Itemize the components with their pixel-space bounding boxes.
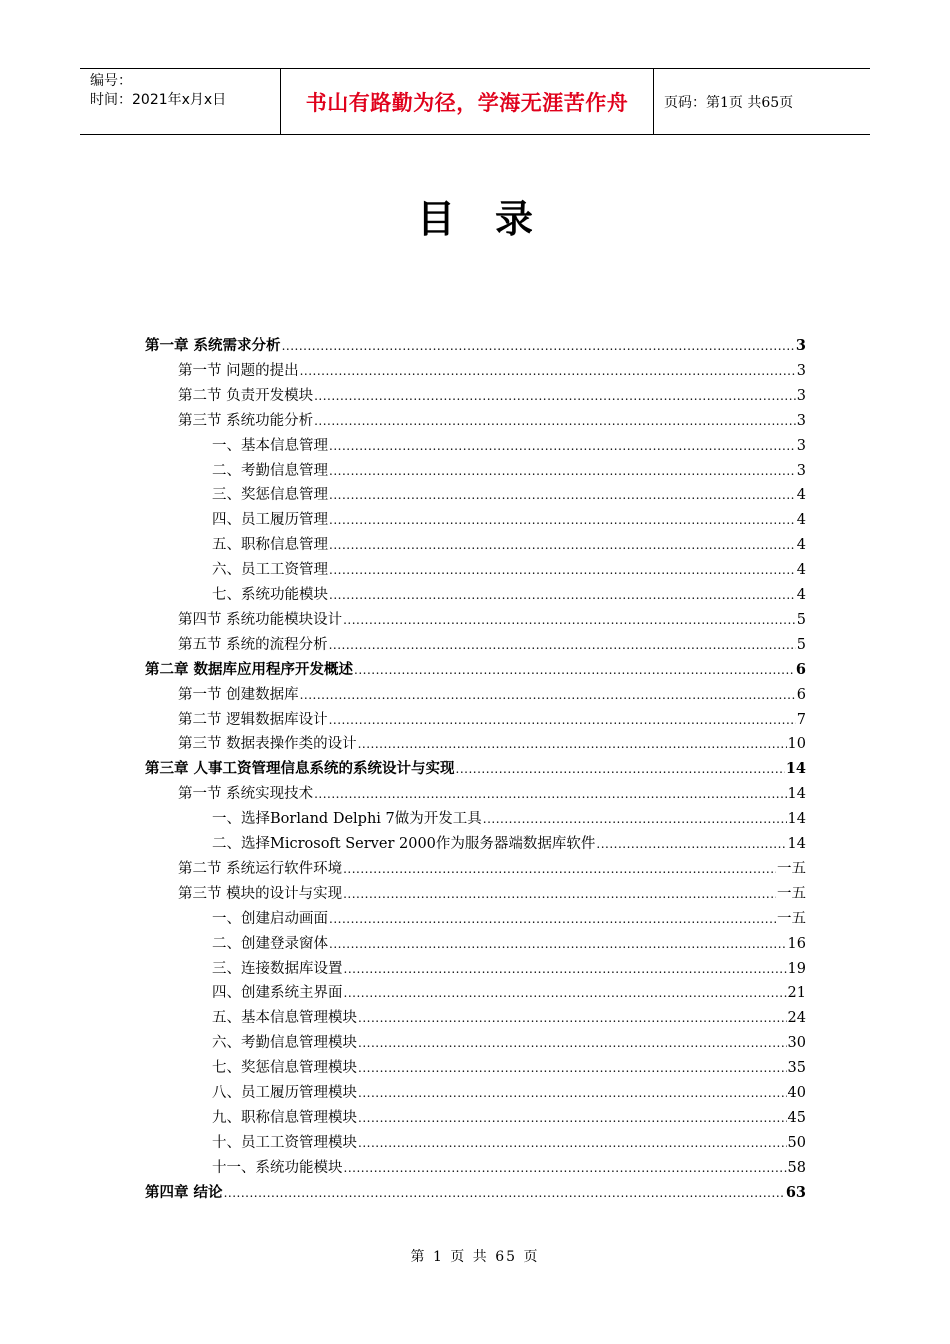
- toc-entry[interactable]: [145, 655, 806, 679]
- toc-leader-dots: [329, 910, 776, 928]
- toc-entry-label: 六、考勤信息管理模块: [212, 1035, 357, 1052]
- toc-entry-label: 一、创建启动画面: [212, 910, 328, 927]
- toc-leader-dots: [329, 437, 796, 455]
- toc-entry-page: 3: [796, 387, 806, 404]
- toc-leader-dots: [314, 387, 796, 405]
- toc-entry-page: 21: [787, 985, 806, 1002]
- toc-entry[interactable]: [178, 854, 806, 878]
- toc-leader-dots: [329, 462, 796, 480]
- toc-entry-label: 三、连接数据库设置: [212, 960, 343, 977]
- toc-entry[interactable]: [178, 879, 806, 903]
- toc-leader-dots: [354, 661, 795, 679]
- toc-entry-page: 一五: [777, 885, 806, 902]
- header-page-info: 页码：第1页 共65页: [664, 94, 794, 111]
- toc-entry-page: 4: [796, 587, 806, 603]
- toc-leader-dots: [344, 984, 787, 1002]
- toc-entry-label: 七、系统功能模块: [212, 587, 328, 603]
- toc-entry-page: 6: [795, 660, 806, 678]
- toc-entry-page: 10: [787, 736, 806, 753]
- toc-entry[interactable]: [178, 406, 806, 430]
- toc-leader-dots: [329, 935, 787, 953]
- toc-leader-dots: [358, 1009, 787, 1027]
- toc-entry-label: 九、职称信息管理模块: [212, 1109, 357, 1126]
- header-motto: 书山有路勤为径，学海无涯苦作舟: [281, 69, 654, 134]
- toc-entry[interactable]: [212, 431, 806, 455]
- toc-leader-dots: [358, 1134, 787, 1152]
- toc-entry-page: 14: [787, 811, 806, 828]
- toc-entry[interactable]: [212, 1003, 806, 1027]
- toc-entry[interactable]: [212, 580, 806, 604]
- toc-entry[interactable]: [212, 1078, 806, 1102]
- toc-entry-label: 一、基本信息管理: [212, 437, 328, 454]
- toc-entry[interactable]: [212, 954, 806, 978]
- toc-leader-dots: [300, 362, 796, 380]
- toc-leader-dots: [329, 536, 796, 554]
- toc-entry-label: 二、选择Microsoft Server 2000作为服务器端数据库软件: [212, 836, 596, 852]
- toc-entry-label: 二、考勤信息管理: [212, 462, 328, 479]
- toc-leader-dots: [329, 636, 796, 654]
- toc-entry-page: 16: [787, 935, 806, 952]
- toc-entry-label: 二、创建登录窗体: [212, 935, 328, 952]
- toc-entry-page: 5: [796, 611, 806, 628]
- toc-entry-label: 第五节 系统的流程分析: [178, 636, 328, 653]
- toc-entry-label: 八、员工履历管理模块: [212, 1085, 357, 1101]
- toc-entry-label: 第一节 创建数据库: [178, 686, 299, 703]
- toc-entry-label: 第三章 人事工资管理信息系统的系统设计与实现: [145, 760, 455, 778]
- toc-entry[interactable]: [145, 1178, 806, 1202]
- toc-entry-page: 14: [787, 786, 806, 803]
- toc-entry-page: 63: [785, 1183, 806, 1201]
- toc-leader-dots: [344, 1159, 787, 1177]
- toc-entry-page: 一五: [777, 910, 806, 927]
- toc-entry[interactable]: [178, 630, 806, 654]
- toc-entry-label: 第一节 问题的提出: [178, 362, 299, 379]
- toc-entry[interactable]: [212, 804, 806, 828]
- toc-entry-page: 40: [787, 1085, 806, 1101]
- toc-entry-label: 四、员工履历管理: [212, 512, 328, 529]
- toc-entry[interactable]: [212, 1053, 806, 1077]
- toc-entry-label: 第二章 数据库应用程序开发概述: [145, 660, 354, 678]
- toc-entry[interactable]: [178, 680, 806, 704]
- toc-entry-page: 一五: [777, 860, 806, 877]
- toc-leader-dots: [343, 611, 796, 629]
- toc-leader-dots: [314, 785, 786, 803]
- toc-entry-label: 第一章 系统需求分析: [145, 337, 281, 354]
- toc-leader-dots: [329, 561, 796, 579]
- toc-entry-page: 3: [795, 337, 806, 354]
- toc-entry-page: 24: [787, 1010, 806, 1027]
- toc-entry-page: 50: [787, 1134, 806, 1151]
- toc-entry[interactable]: [178, 605, 806, 629]
- header-number-label: 编号：: [90, 73, 132, 89]
- toc-leader-dots: [343, 885, 776, 903]
- toc-entry-label: 十、员工工资管理模块: [212, 1134, 357, 1151]
- toc-entry-label: 五、职称信息管理: [212, 537, 328, 554]
- toc-entry-page: 7: [796, 711, 806, 728]
- toc-entry-page: 30: [787, 1035, 806, 1052]
- header-meta: [80, 69, 281, 134]
- toc-entry-label: 第二节 逻辑数据库设计: [178, 711, 328, 728]
- toc-leader-dots: [314, 412, 796, 430]
- toc-entry-page: 4: [796, 537, 806, 554]
- toc-entry[interactable]: [178, 705, 806, 729]
- toc-entry[interactable]: [212, 530, 806, 554]
- toc-leader-dots: [358, 1109, 787, 1127]
- toc-entry[interactable]: [212, 829, 806, 853]
- toc-entry[interactable]: [178, 356, 806, 380]
- toc-entry-page: 3: [796, 412, 806, 429]
- toc-entry-label: 第一节 系统实现技术: [178, 786, 314, 803]
- toc-entry-page: 4: [796, 487, 806, 504]
- toc-entry-page: 3: [796, 362, 806, 379]
- toc-entry-label: 第三节 模块的设计与实现: [178, 885, 343, 902]
- toc-leader-dots: [358, 1059, 787, 1077]
- toc-entry-page: 4: [796, 512, 806, 529]
- toc-leader-dots: [224, 1184, 785, 1202]
- toc-leader-dots: [358, 1034, 787, 1052]
- toc-entry-label: 第四章 结论: [145, 1183, 223, 1201]
- toc-entry[interactable]: [212, 929, 806, 953]
- toc-entry-label: 第二节 负责开发模块: [178, 387, 314, 404]
- toc-entry-label: 六、员工工资管理: [212, 562, 328, 579]
- toc-entry-page: 3: [796, 462, 806, 479]
- toc-entry-label: 第三节 数据表操作类的设计: [178, 736, 357, 753]
- toc-entry-page: 35: [787, 1060, 806, 1077]
- toc-entry-page: 45: [787, 1109, 806, 1126]
- toc-leader-dots: [344, 960, 787, 978]
- toc-entry[interactable]: [145, 754, 806, 778]
- toc-leader-dots: [329, 711, 796, 729]
- toc-entry[interactable]: [212, 555, 806, 579]
- toc-leader-dots: [456, 760, 785, 778]
- toc-leader-dots: [358, 1084, 787, 1102]
- toc-leader-dots: [282, 337, 795, 355]
- toc-entry[interactable]: [178, 729, 806, 753]
- toc-entry[interactable]: [212, 456, 806, 480]
- page-title: 目录: [416, 196, 573, 241]
- toc-entry[interactable]: [145, 331, 806, 355]
- toc-leader-dots: [483, 810, 787, 828]
- toc-entry[interactable]: [212, 480, 806, 504]
- toc-entry-label: 一、选择Borland Delphi 7做为开发工具: [212, 811, 482, 828]
- toc-entry-page: 5: [796, 636, 806, 653]
- page-footer: 第 1 页 共 65 页: [410, 1249, 540, 1265]
- toc-entry-label: 十一、系统功能模块: [212, 1159, 343, 1176]
- toc-leader-dots: [596, 835, 786, 853]
- toc-leader-dots: [358, 735, 787, 753]
- toc-entry[interactable]: [212, 1028, 806, 1052]
- toc-entry-page: 6: [796, 686, 806, 703]
- toc-entry-page: 14: [785, 760, 806, 778]
- toc-entry-label: 第二节 系统运行软件环境: [178, 860, 343, 877]
- toc-entry-page: 3: [796, 437, 806, 454]
- toc-leader-dots: [329, 511, 796, 529]
- toc-entry[interactable]: [178, 381, 806, 405]
- toc-entry-page: 19: [787, 960, 806, 977]
- toc-entry-page: 14: [787, 836, 806, 852]
- toc-entry[interactable]: [212, 505, 806, 529]
- toc-entry-page: 58: [787, 1159, 806, 1176]
- toc-entry-label: 四、创建系统主界面: [212, 985, 343, 1002]
- toc-entry-label: 第四节 系统功能模块设计: [178, 611, 343, 628]
- toc-entry[interactable]: [212, 1153, 806, 1177]
- toc-leader-dots: [300, 686, 796, 704]
- header-time-label: 时间：2021年x月x日: [90, 92, 227, 108]
- toc-entry[interactable]: [178, 779, 806, 803]
- toc-entry[interactable]: [212, 978, 806, 1002]
- toc-entry[interactable]: [212, 1103, 806, 1127]
- toc-entry[interactable]: [212, 1128, 806, 1152]
- toc-entry-label: 第三节 系统功能分析: [178, 412, 314, 429]
- page-header: [80, 68, 870, 135]
- toc-leader-dots: [329, 486, 796, 504]
- toc-leader-dots: [343, 860, 776, 878]
- toc-entry-label: 五、基本信息管理模块: [212, 1010, 357, 1027]
- toc-entry[interactable]: [212, 904, 806, 928]
- toc-entry-label: 三、奖惩信息管理: [212, 487, 328, 504]
- toc-entry-label: 七、奖惩信息管理模块: [212, 1060, 357, 1077]
- toc-leader-dots: [329, 586, 796, 604]
- toc-entry-page: 4: [796, 562, 806, 579]
